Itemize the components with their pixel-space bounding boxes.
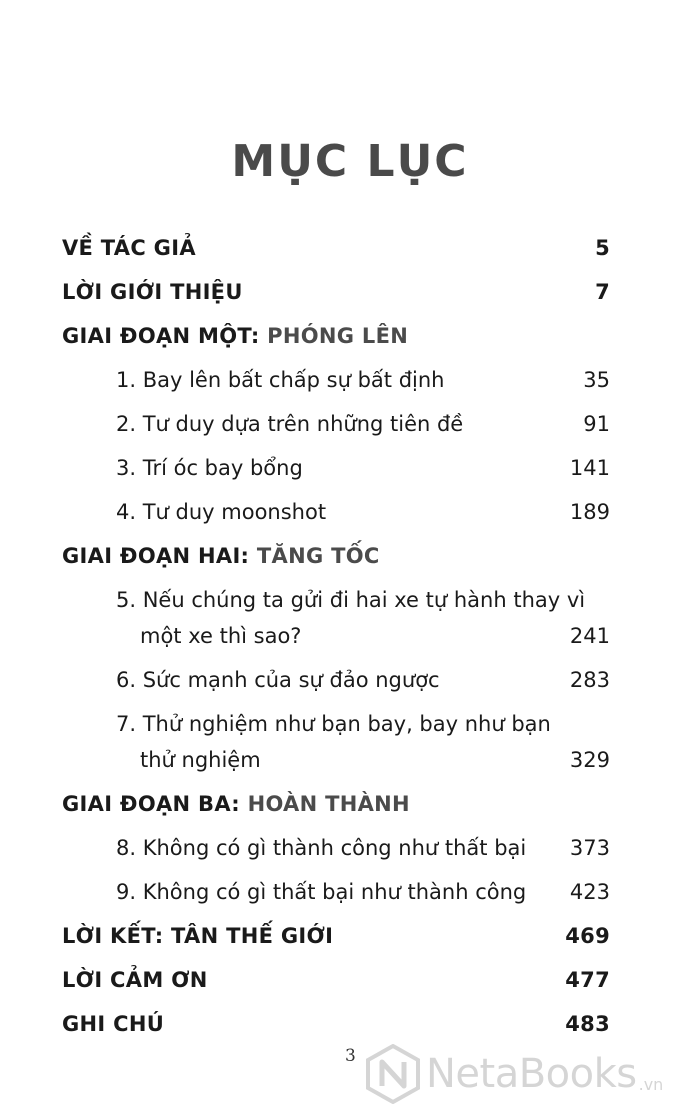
toc-chapter-label-line2: một xe thì sao? [140,624,302,648]
toc-chapter-label-line2: thử nghiệm [140,748,261,772]
toc-part-prefix: GIAI ĐOẠN BA: [62,792,240,816]
toc-chapter-9 [62,870,610,914]
toc-entry-notes [62,1002,610,1046]
toc-part-three [62,782,610,826]
toc-entry-label: LỜI KẾT: TÂN THẾ GIỚI [62,924,334,948]
toc-entry-label: GHI CHÚ [62,1012,165,1036]
toc-chapter-label: 9. Không có gì thất bại như thành công [116,880,527,904]
toc-entry-epilogue [62,914,610,958]
toc-entry-page: 469 [565,924,610,948]
watermark-suffix: .vn [638,1075,664,1094]
toc-chapter-page: 283 [569,668,610,692]
toc-part-heading [62,534,380,578]
toc-part-one [62,314,610,358]
toc-entry-page: 5 [595,236,610,260]
toc-chapter-3 [62,446,610,490]
watermark [366,1044,663,1104]
toc-chapter-page: 189 [569,500,610,524]
toc-chapter-page: 423 [569,880,610,904]
toc-chapter-label: 6. Sức mạnh của sự đảo ngược [116,668,440,692]
toc-chapter-page: 373 [569,836,610,860]
toc-chapter-label: 1. Bay lên bất chấp sự bất định [116,368,445,392]
toc-chapter-label-line1: 5. Nếu chúng ta gửi đi hai xe tự hành thay vì [116,588,586,612]
toc-chapter-label: 4. Tư duy moonshot [116,500,327,524]
toc-entry-page: 477 [565,968,610,992]
toc-chapter-page: 329 [569,748,610,772]
toc-chapter-page: 35 [583,368,610,392]
toc-chapter-label: 3. Trí óc bay bổng [116,456,303,480]
toc-chapter-label: 8. Không có gì thành công như thất bại [116,836,527,860]
toc-entry-label: LỜI CẢM ƠN [62,968,208,992]
toc-chapter-label-line1: 7. Thử nghiệm như bạn bay, bay như bạn [116,712,551,736]
page-title: MỤC LỤC [231,136,469,187]
toc-entry-page: 483 [565,1012,610,1036]
toc-chapter-4 [62,490,610,534]
toc-part-heading [62,314,408,358]
table-of-contents [62,226,610,1046]
toc-entry-thanks [62,958,610,1002]
netabooks-logo-icon [366,1044,420,1104]
toc-part-prefix: GIAI ĐOẠN MỘT: [62,324,260,348]
toc-chapter-label: 2. Tư duy dựa trên những tiên đề [116,412,464,436]
watermark-brand: NetaBooks [426,1051,637,1097]
toc-entry-label: VỀ TÁC GIẢ [62,236,196,260]
toc-chapter-page: 241 [569,624,610,648]
toc-part-name: HOÀN THÀNH [247,792,410,816]
toc-chapter-1 [62,358,610,402]
toc-part-prefix: GIAI ĐOẠN HAI: [62,544,250,568]
toc-part-heading [62,782,410,826]
toc-chapter-page: 141 [569,456,610,480]
toc-chapter-page: 91 [583,412,610,436]
toc-part-two [62,534,610,578]
toc-chapter-2 [62,402,610,446]
toc-entry-intro [62,270,610,314]
toc-chapter-5 [62,578,610,658]
toc-entry-about-author [62,226,610,270]
toc-chapter-6 [62,658,610,702]
toc-part-name: PHÓNG LÊN [267,324,409,348]
toc-chapter-8 [62,826,610,870]
toc-chapter-line2 [116,618,610,658]
toc-part-name: TĂNG TỐC [256,544,380,568]
toc-entry-label: LỜI GIỚI THIỆU [62,280,243,304]
toc-entry-page: 7 [595,280,610,304]
toc-chapter-7 [62,702,610,782]
toc-chapter-line2 [116,742,610,782]
page-number: 3 [345,1046,356,1066]
